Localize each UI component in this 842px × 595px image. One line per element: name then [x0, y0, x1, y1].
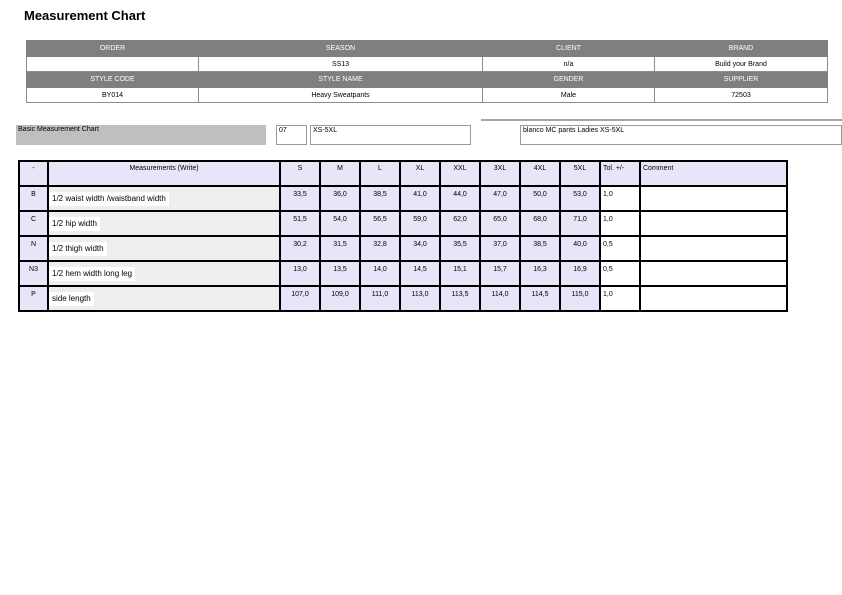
page-title: Measurement Chart — [24, 8, 146, 23]
measurement-code: P — [19, 286, 48, 311]
size-xxl-header: XXL — [440, 161, 480, 186]
size-5xl-header: 5XL — [560, 161, 600, 186]
measurement-header-row — [19, 161, 787, 186]
size-value: 111,0 — [360, 286, 400, 311]
measurement-name: 1/2 hem width long leg — [49, 267, 135, 281]
size-value: 50,0 — [520, 186, 560, 211]
size-value: 71,0 — [560, 211, 600, 236]
basic-chart-range: XS-5XL — [310, 125, 471, 145]
tolerance-value: 1,0 — [600, 286, 640, 311]
size-value: 68,0 — [520, 211, 560, 236]
comment-cell — [640, 236, 787, 261]
size-value: 107,0 — [280, 286, 320, 311]
measurement-code: B — [19, 186, 48, 211]
tolerance-value: 0,5 — [600, 261, 640, 286]
comment-cell — [640, 211, 787, 236]
season-value: SS13 — [199, 57, 483, 72]
tolerance-value: 1,0 — [600, 211, 640, 236]
measurement-column-header: Measurements (Write) — [48, 161, 280, 186]
size-value: 14,0 — [360, 261, 400, 286]
size-value: 59,0 — [400, 211, 440, 236]
size-s-header: S — [280, 161, 320, 186]
size-value: 115,0 — [560, 286, 600, 311]
size-value: 113,0 — [400, 286, 440, 311]
measurement-name: side length — [49, 292, 94, 306]
section-divider — [481, 119, 842, 121]
info-value-row — [27, 57, 828, 72]
size-value: 62,0 — [440, 211, 480, 236]
size-value: 114,0 — [480, 286, 520, 311]
measurement-name-cell — [48, 261, 280, 286]
comment-header: Comment — [640, 161, 787, 186]
size-value: 15,1 — [440, 261, 480, 286]
measurement-row — [19, 286, 787, 311]
measurement-code: N3 — [19, 261, 48, 286]
client-value: n/a — [483, 57, 655, 72]
tolerance-header: Tol. +/- — [600, 161, 640, 186]
measurement-row — [19, 261, 787, 286]
size-value: 37,0 — [480, 236, 520, 261]
size-value: 31,5 — [320, 236, 360, 261]
size-value: 30,2 — [280, 236, 320, 261]
size-value: 34,0 — [400, 236, 440, 261]
measurement-name-cell — [48, 286, 280, 311]
measurement-name-cell — [48, 236, 280, 261]
size-value: 53,0 — [560, 186, 600, 211]
size-l-header: L — [360, 161, 400, 186]
basic-chart-code: 07 — [276, 125, 307, 145]
size-value: 109,0 — [320, 286, 360, 311]
size-value: 14,5 — [400, 261, 440, 286]
size-m-header: M — [320, 161, 360, 186]
supplier-value: 72503 — [655, 88, 828, 103]
size-value: 35,5 — [440, 236, 480, 261]
size-value: 38,5 — [520, 236, 560, 261]
client-header: CLIENT — [483, 41, 655, 57]
measurement-name-cell — [48, 186, 280, 211]
info-value-row — [27, 88, 828, 103]
size-value: 13,0 — [280, 261, 320, 286]
size-3xl-header: 3XL — [480, 161, 520, 186]
brand-value: Build your Brand — [655, 57, 828, 72]
measurement-code: N — [19, 236, 48, 261]
size-value: 13,5 — [320, 261, 360, 286]
size-4xl-header: 4XL — [520, 161, 560, 186]
code-column-header: - — [19, 161, 48, 186]
basic-chart-description: blanco MC pants Ladies XS-5XL — [520, 125, 842, 145]
style-name-value: Heavy Sweatpants — [199, 88, 483, 103]
comment-cell — [640, 286, 787, 311]
measurement-row — [19, 186, 787, 211]
style-code-header: STYLE CODE — [27, 72, 199, 88]
size-value: 15,7 — [480, 261, 520, 286]
gender-value: Male — [483, 88, 655, 103]
size-value: 36,0 — [320, 186, 360, 211]
size-value: 33,5 — [280, 186, 320, 211]
order-info-table — [26, 40, 828, 103]
size-value: 16,3 — [520, 261, 560, 286]
size-value: 54,0 — [320, 211, 360, 236]
order-value — [27, 57, 199, 72]
info-header-row — [27, 72, 828, 88]
season-header: SEASON — [199, 41, 483, 57]
size-value: 40,0 — [560, 236, 600, 261]
size-value: 32,8 — [360, 236, 400, 261]
tolerance-value: 0,5 — [600, 236, 640, 261]
gender-header: GENDER — [483, 72, 655, 88]
measurement-name: 1/2 waist width /waistband width — [49, 192, 169, 206]
size-value: 65,0 — [480, 211, 520, 236]
style-code-value: BY014 — [27, 88, 199, 103]
comment-cell — [640, 186, 787, 211]
measurement-name-cell — [48, 211, 280, 236]
size-value: 38,5 — [360, 186, 400, 211]
measurement-row — [19, 211, 787, 236]
basic-chart-label: Basic Measurement Chart — [16, 125, 266, 145]
size-xl-header: XL — [400, 161, 440, 186]
style-name-header: STYLE NAME — [199, 72, 483, 88]
size-value: 47,0 — [480, 186, 520, 211]
brand-header: BRAND — [655, 41, 828, 57]
size-value: 51,5 — [280, 211, 320, 236]
size-value: 16,9 — [560, 261, 600, 286]
measurement-name: 1/2 hip width — [49, 217, 100, 231]
order-header: ORDER — [27, 41, 199, 57]
size-value: 113,5 — [440, 286, 480, 311]
tolerance-value: 1,0 — [600, 186, 640, 211]
size-value: 44,0 — [440, 186, 480, 211]
comment-cell — [640, 261, 787, 286]
measurement-name: 1/2 thigh width — [49, 242, 107, 256]
measurement-row — [19, 236, 787, 261]
size-value: 56,5 — [360, 211, 400, 236]
measurement-code: C — [19, 211, 48, 236]
info-header-row — [27, 41, 828, 57]
measurement-table — [18, 160, 788, 312]
supplier-header: SUPPLIER — [655, 72, 828, 88]
size-value: 114,5 — [520, 286, 560, 311]
size-value: 41,0 — [400, 186, 440, 211]
